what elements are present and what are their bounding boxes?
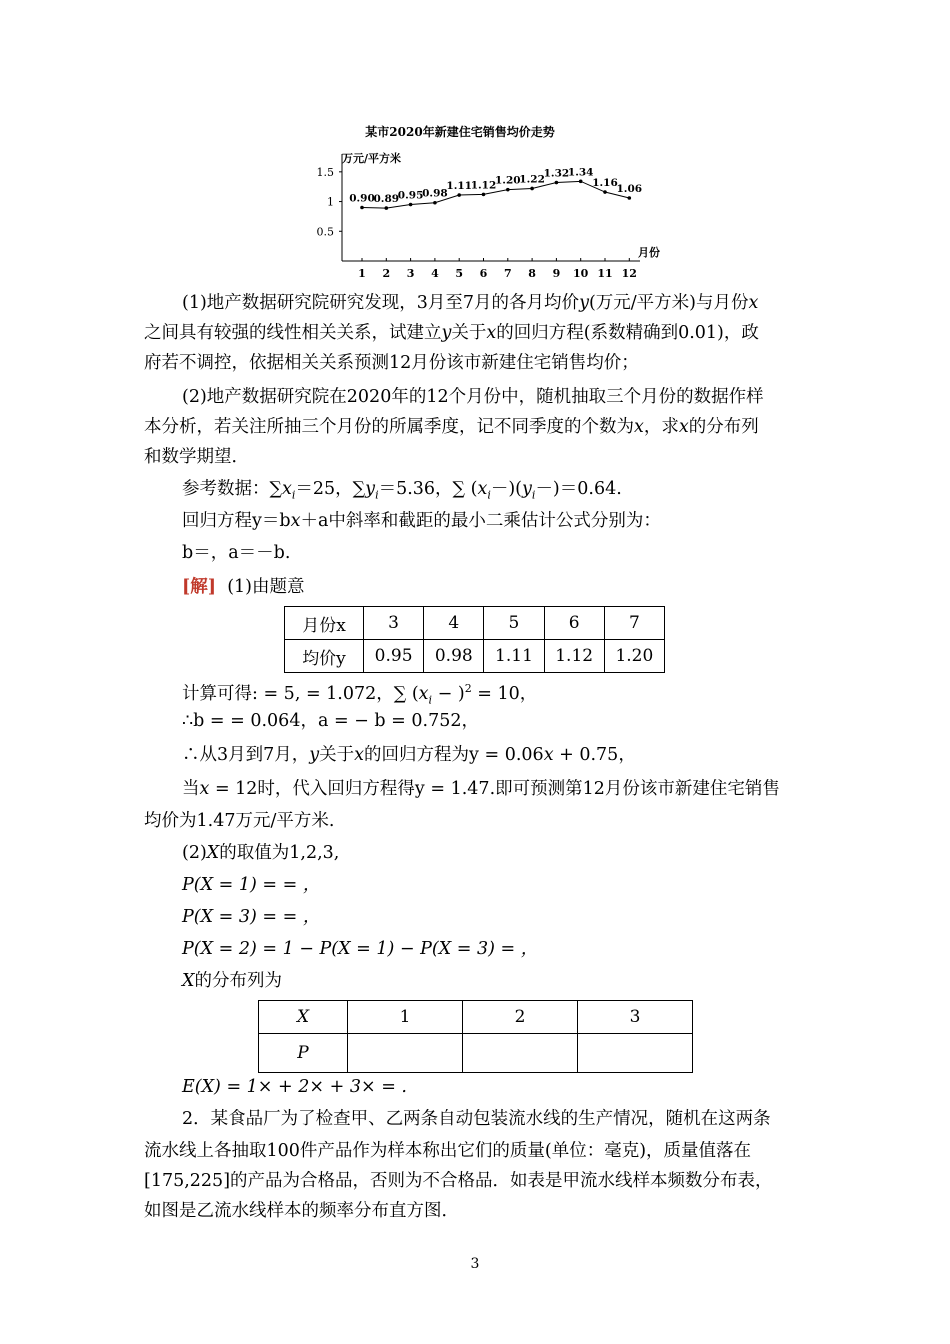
x-tick-label: 7 xyxy=(503,267,512,280)
data-label: 1.32 xyxy=(543,167,570,180)
data-point xyxy=(457,193,461,197)
y-tick-label: 1.5 xyxy=(316,165,334,179)
data-label: 0.95 xyxy=(397,189,424,202)
solution-intro: [解] (1)由题意 xyxy=(182,577,305,597)
table-cell xyxy=(578,1034,693,1073)
x-tick-label: 4 xyxy=(431,267,439,280)
table-row xyxy=(285,640,665,673)
q1-line-6: 和数学期望． xyxy=(144,447,249,467)
sol-line-4: 当x = 12时，代入回归方程得y = 1.47.即可预测第12月份该市新建住宅销售 xyxy=(182,779,780,799)
x-tick-label: 6 xyxy=(479,267,488,280)
dist-header-x: X xyxy=(259,1001,348,1034)
sol-line-1: 计算可得: = 5, = 1.072，∑ $(x_i - )^2 = 10$， xyxy=(182,682,538,707)
data-point xyxy=(360,206,364,210)
q2-line-3: [175,225]的产品为合格品，否则为不合格品．如表是甲流水线样本频数分布表， xyxy=(144,1171,773,1191)
table-cell: 1.12 xyxy=(544,640,604,673)
y-tick-label: 1 xyxy=(327,195,334,209)
table-cell: 5 xyxy=(484,607,544,640)
expectation: E(X) = 1× + 2× + 3× = . xyxy=(182,1077,407,1097)
sol-line-6: (2)X的取值为1,2,3, xyxy=(182,843,340,863)
sol-line-9: P(X = 2) = 1 − P(X = 1) − P(X = 3) = ， xyxy=(182,939,539,959)
sol-line-5: 均价为1.47万元/平方米. xyxy=(144,811,335,831)
distribution-table xyxy=(258,1000,693,1073)
x-tick-label: 11 xyxy=(597,267,613,280)
data-label: 0.98 xyxy=(422,187,448,200)
q2-line-4: 如图是乙流水线样本的频率分布直方图． xyxy=(144,1201,459,1221)
data-label: 1.16 xyxy=(592,177,618,190)
q1-line-3: 府若不调控，依据相关关系预测12月份该市新建住宅销售均价； xyxy=(144,353,639,373)
table-cell: 7 xyxy=(604,607,664,640)
data-point xyxy=(603,190,607,194)
data-table xyxy=(284,606,665,673)
data-label: 1.34 xyxy=(567,166,594,179)
sol-line-2: ∴b = = 0.064，a = − b = 0.752， xyxy=(182,711,479,731)
data-label: 0.89 xyxy=(373,193,400,206)
q2-line-1: 2．某食品厂为了检查甲、乙两条自动包装流水线的生产情况，随机在这两条 xyxy=(182,1109,771,1129)
data-label: 1.06 xyxy=(616,182,643,195)
x-tick-label: 10 xyxy=(573,267,589,280)
x-tick-label: 12 xyxy=(621,267,637,280)
x-axis-label: 月份 xyxy=(638,246,660,259)
table-row xyxy=(285,607,665,640)
x-tick-label: 3 xyxy=(406,267,415,280)
price-trend-chart xyxy=(300,118,680,283)
table-cell: 0.98 xyxy=(424,640,484,673)
data-point xyxy=(385,206,389,210)
x-tick-label: 5 xyxy=(455,267,464,280)
table-cell: 1.20 xyxy=(604,640,664,673)
q2-line-2: 流水线上各抽取100件产品作为样本称出它们的质量(单位：毫克)，质量值落在 xyxy=(144,1141,752,1161)
table-cell: 3 xyxy=(578,1001,693,1034)
ref-data: 参考数据：$\sum x_i=25$，$\sum y_i=5.36$，∑ $(x_i-)(y_i-)=0.64$. xyxy=(182,479,622,502)
solution-tag: [解] xyxy=(182,577,217,597)
x-tick-label: 8 xyxy=(528,267,536,280)
sol-line-3: ∴从3月到7月，y关于x的回归方程为y = 0.06x + 0.75， xyxy=(182,745,636,765)
y-tick-label: 0.5 xyxy=(316,225,334,239)
q1-line-4: (2)地产数据研究院在2020年的12个月份中，随机抽取三个月份的数据作样 xyxy=(182,387,764,407)
table-cell xyxy=(463,1034,578,1073)
page-number: 3 xyxy=(470,1256,480,1272)
data-point xyxy=(433,201,437,205)
x-tick-label: 2 xyxy=(382,267,391,280)
chart-title: 某市2020年新建住宅销售均价走势 xyxy=(365,125,555,139)
q1-line-1: (1)地产数据研究院研究发现，3月至7月的各月均价y(万元/平方米)与月份x xyxy=(182,293,759,313)
dist-header-p: P xyxy=(259,1034,348,1073)
ls-formula: b＝，a＝－b. xyxy=(182,543,291,563)
table-cell: 3 xyxy=(364,607,424,640)
table-cell: 2 xyxy=(463,1001,578,1034)
data-point xyxy=(409,203,413,207)
x-tick-label: 1 xyxy=(358,267,366,280)
data-point xyxy=(530,187,534,191)
data-label: 1.22 xyxy=(519,173,545,186)
data-point xyxy=(506,188,510,192)
table-cell: 6 xyxy=(544,607,604,640)
data-label: 1.12 xyxy=(470,179,497,192)
data-label: 1.11 xyxy=(446,180,472,193)
table-row xyxy=(259,1001,693,1034)
data-point xyxy=(579,180,583,184)
data-point xyxy=(482,193,486,197)
table-cell xyxy=(348,1034,463,1073)
sol-line-7: P(X = 1) = = ， xyxy=(182,875,321,895)
sol-line-10: X的分布列为 xyxy=(182,971,282,991)
regression-formula: 回归方程y＝bx＋a中斜率和截距的最小二乘估计公式分别为： xyxy=(182,511,661,531)
x-tick-label: 9 xyxy=(552,267,561,280)
data-label: 1.20 xyxy=(495,174,521,187)
table-cell: 0.95 xyxy=(364,640,424,673)
table-header-x: 月份x xyxy=(285,607,364,640)
data-point xyxy=(628,196,632,200)
q1-line-2: 之间具有较强的线性相关关系，试建立y关于x的回归方程(系数精确到0.01)，政 xyxy=(144,323,759,343)
table-header-y: 均价y xyxy=(285,640,364,673)
y-axis-label: 万元/平方米 xyxy=(342,152,402,165)
data-point xyxy=(555,181,559,185)
data-label: 0.90 xyxy=(349,192,375,205)
q1-line-5: 本分析，若关注所抽三个月份的所属季度，记不同季度的个数为x，求x的分布列 xyxy=(144,417,759,437)
table-cell: 1 xyxy=(348,1001,463,1034)
table-row xyxy=(259,1034,693,1073)
sol-line-8: P(X = 3) = = ， xyxy=(182,907,321,927)
table-cell: 4 xyxy=(424,607,484,640)
table-cell: 1.11 xyxy=(484,640,544,673)
